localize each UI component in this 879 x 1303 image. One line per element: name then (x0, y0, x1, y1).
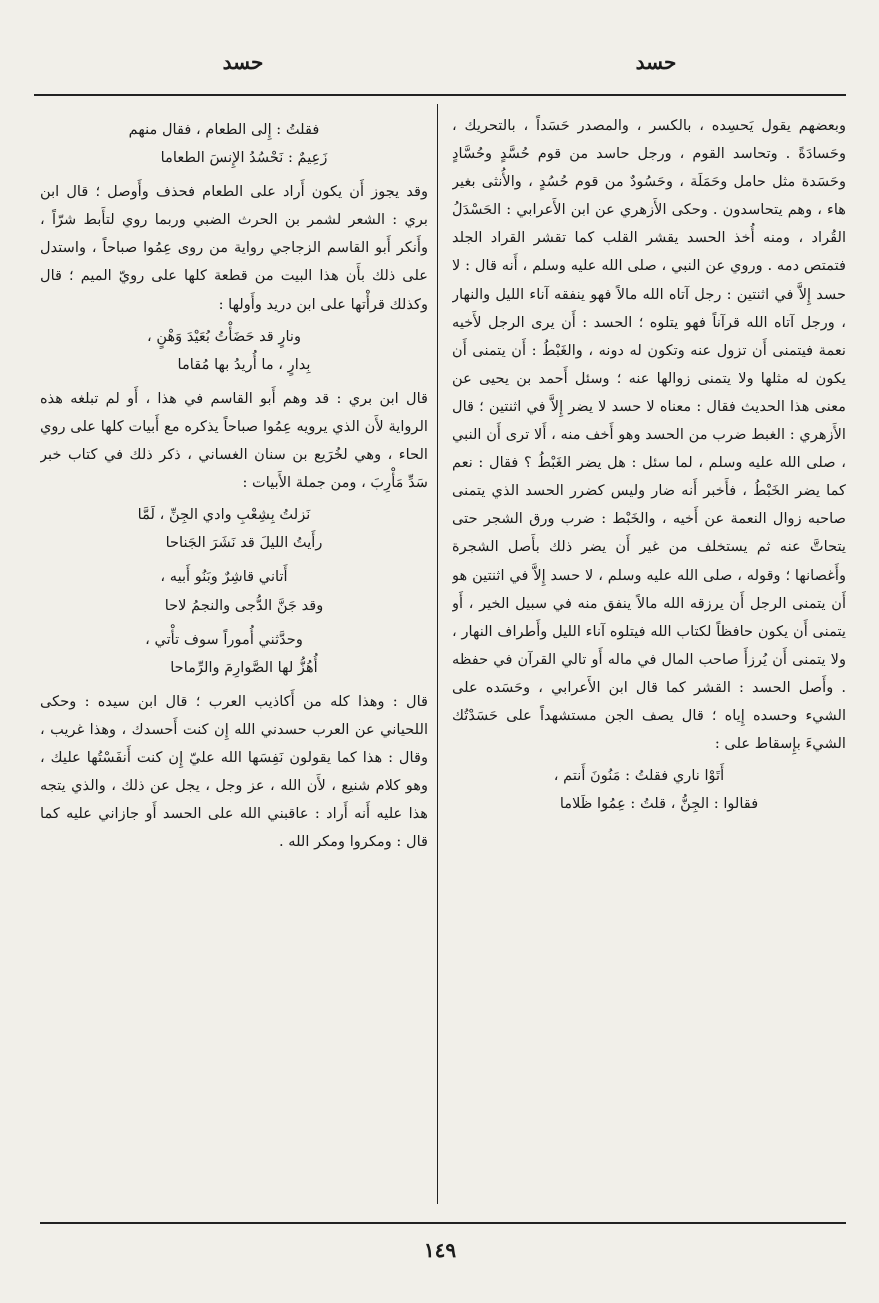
verse-4 (40, 563, 428, 619)
verse-2 (40, 323, 428, 379)
verse-1-hemistich-1: فقلتُ : إِلى الطعام ، فقال منهم (128, 121, 320, 138)
paragraph-3: قال : وهذا كله من أَكاذيب العرب ؛ قال ابن سيده : وحكى اللحياني عن العرب حسدني الله إِن كنت أَحسدك ، وهذا غريب ، وقال : هذا كما يقولون نَفِسَها الله عليّ إِن كنت أَنفَسْتُها عليك ، وهو كلام شنيع ، لأَن الله ، عز وجل ، يجل عن ذلك ، والذي يتجه هذا عليه أَنه أَراد : عاقبني الله على الحسد أَو جازاني عليه كما قال : ومكروا ومكر الله . (40, 692, 428, 851)
bottom-rule (40, 1222, 846, 1224)
paragraph-1: وبعضهم يقول يَحسِده ، بالكسر ، والمصدر حَسَداً ، بالتحريك ، وحَسادَةً . وتحاسد القوم ، ورجل حاسد من قوم حُسَّدٍ وحُسَّادٍ وحَسَدة مثل حامل وحَمَلَة ، وحَسُودٌ من قوم حُسُدٍ ، والأُنثى بغير هاء ، وهم يتحاسدون . وحكى الأَزهري عن ابن الأَعرابي : الحَسْدَلُ القُراد ، ومنه أُخذ الحسد يقشر القلب كما تقشر القراد الجلد فتمتص دمه . وروي عن النبي ، صلى الله عليه وسلم ، أَنه قال : لا حسد إِلاَّ في اثنتين : رجل آتاه الله مالاً فهو ينفقه آناء الليل والنهار ، ورجل آتاه الله قرآناً فهو يتلوه ؛ الحسد : أَن يرى الرجل لأَخيه نعمة فيتمنى أَن تزول عنه وتكون له دونه ، والغَبْطُ : أَن يتمنى أَن يكون له مثلها ولا يتمنى زوالها عنه ؛ وسئل أَحمد بن يحيى عن معنى هذا الحديث فقال : معناه لا حسد لا يضر إِلاَّ في اثنتين ؛ قال الأَزهري : الغبط ضرب من الحسد وهو أَخف منه ، أَلا ترى أَن النبي ، صلى الله عليه وسلم ، لما سئل : هل يضر الغَبْطُ ؟ فقال : نعم كما يضر الخَبْطُ ، فأَخبر أَنه ضار وليس كضرر الحسد الذي يتمنى صاحبه زوال النعمة عن أَخيه ، والخَبْط : ضرب ورق الشجر حتى يتحاتَّ عنه ثم يستخلف من غير أَن يضر ذلك بأَصل الشجرة وأَغصانها ؛ وقوله ، صلى الله عليه وسلم ، لا حسد إِلاَّ في اثنتين هو أَن يتمنى الرجل أَن يرزقه الله مالاً ينفق منه في سبيل الخير ، أَو يتمنى أَن يكون حافظاً لكتاب الله فيتلوه آناء الليل وأَطراف النهار ، ولا يتمنى أَن يُرزأَ صاحب المال في ماله أَو تالي القرآن في حفظه . وأَصل الحسد : القشر كما قال ابن الأَعرابي ، وحَسَده على الشيء وحسده إِياه ؛ قال يصف الجن مستشهداً على حَسَدْتُك الشيءَ بإِسقاط على : (452, 117, 846, 753)
verse-2-hemistich-1: ونارٍ قد حَضَأْتُ بُعَيْدَ وَهْنٍ ، (146, 327, 302, 345)
column-divider (437, 104, 438, 1204)
verse-1-hemistich-2: زَعِيمٌ : نَحْسُدُ الإِنسَ الطعاما (160, 149, 328, 167)
verse-4-hemistich-1: أَتاني قاشِرٌ وبَنُو أَبيه ، (160, 568, 288, 586)
right-column (452, 112, 846, 1212)
verse-3-hemistich-1: نَزلتُ بِشِعْبِ وادي الجِنِّ ، لَمَّا (137, 506, 311, 524)
paragraph-1: وقد يجوز أَن يكون أَراد على الطعام فحذف وأَوصل ؛ قال ابن بري : الشعر لشمر بن الحرث الضبي وربما روي لتأَبط شرّاً ، وأَنكر أَبو القاسم الزجاجي رواية من روى عِمُوا صباحاً ، واستدل على ذلك بأَن هذا البيت من قطعة كلها على رويّ الميم ؛ قال وكذلك قرأْتها على ابن دريد وأَولها : (40, 183, 428, 313)
paragraph-2: قال ابن بري : قد وهم أَبو القاسم في هذا ، أَو لم تبلغه هذه الرواية لأَن الذي يرويه عِمُوا صباحاً يذكره مع أَبيات كلها على روي الحاء ، وهي لخُرَيع بن سنان الغساني ، ذكر ذلك في كتاب خبر سَدِّ مَأْرِبَ ، ومن جملة الأَبيات : (40, 389, 428, 492)
verse-5 (40, 626, 428, 682)
verse-hemistich-1: أَتَوْا ناري فقلتُ : مَنُونَ أَنتم ، (553, 767, 725, 785)
verse-2-hemistich-2: بِدارٍ ، ما أُريدُ بها مُقاما (177, 355, 311, 373)
header-word-right: حسد (635, 50, 677, 74)
verse-3-hemistich-2: رأَيتُ الليلَ قد نَشَرَ الجَناحا (165, 534, 323, 552)
page-number: ١٤٩ (423, 1238, 457, 1262)
top-rule (34, 94, 846, 96)
left-column (40, 112, 428, 1212)
verse (452, 762, 846, 818)
verse-3 (40, 501, 428, 557)
verse-5-hemistich-1: وحدَّثني أُموراً سوف تأْتي ، (145, 630, 303, 648)
verse-4-hemistich-2: وقد جَنَّ الدُّجى والنجمُ لاحا (164, 596, 324, 614)
header-word-left: حسد (222, 50, 264, 74)
verse-5-hemistich-2: أُهُزُّ لها الصَّوارِمَ والرِّماحا (170, 658, 318, 676)
verse-1 (40, 116, 428, 172)
verse-hemistich-2: فقالوا : الجِنُّ ، قلتُ : عِمُوا ظَلاما (559, 795, 759, 813)
